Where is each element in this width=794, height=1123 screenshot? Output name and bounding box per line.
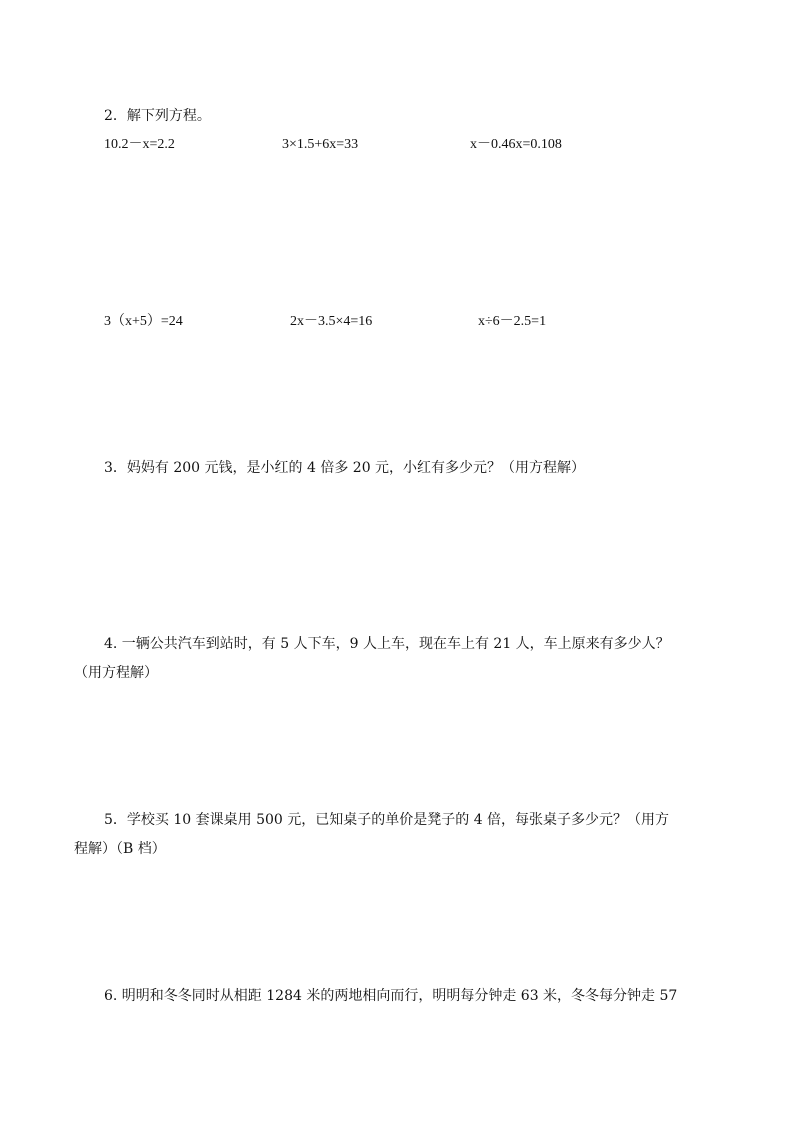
equation-5: 2x－3.5×4=16	[290, 314, 373, 329]
question-5-line-2: 程解）（B 档）	[74, 841, 166, 857]
question-5-line-1: 5．学校买 10 套课桌用 500 元，已知桌子的单价是凳子的 4 倍，每张桌子多少元？（用方	[104, 812, 670, 828]
question-4-line-2: （用方程解）	[74, 665, 158, 681]
equation-4: 3（x+5）=24	[104, 314, 183, 329]
question-6-line-1: 6. 明明和冬冬同时从相距 1284 米的两地相向而行，明明每分钟走 63 米，冬冬每分钟走 57	[104, 988, 678, 1004]
equation-2: 3×1.5+6x=33	[282, 137, 359, 152]
equation-6: x÷6－2.5=1	[478, 314, 547, 329]
question-4-line-1: 4. 一辆公共汽车到站时，有 5 人下车，9 人上车，现在车上有 21 人，车上原来有多少人？	[104, 636, 670, 652]
question-3-text: 3．妈妈有 200 元钱，是小红的 4 倍多 20 元，小红有多少元？（用方程解）	[104, 460, 586, 476]
section2-heading: 2．解下列方程。	[104, 108, 211, 124]
equation-3: x－0.46x=0.108	[470, 137, 562, 152]
equation-1: 10.2－x=2.2	[104, 137, 175, 152]
